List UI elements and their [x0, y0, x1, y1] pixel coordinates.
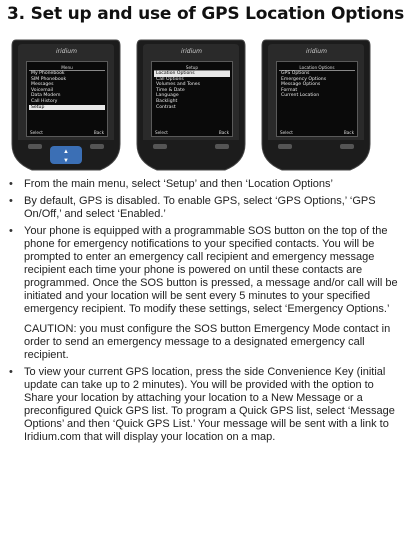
menu-item[interactable]: Contrast: [156, 104, 176, 110]
back-softkey[interactable]: Back: [93, 130, 104, 135]
menu-item[interactable]: Call History: [31, 98, 58, 104]
menu-item[interactable]: Message Options: [281, 82, 321, 88]
softkey-bar: [152, 130, 232, 135]
menu-item[interactable]: My Phonebook: [31, 71, 65, 76]
brand-logo: iridium: [306, 48, 327, 55]
phone-image-location-options: [260, 36, 372, 174]
menu-list: [152, 71, 232, 110]
menu-item[interactable]: SIM Phonebook: [31, 76, 67, 82]
menu-item[interactable]: Messages: [31, 82, 54, 88]
screen-header: Setup: [154, 65, 230, 71]
menu-item-selected[interactable]: Location Options: [154, 71, 230, 77]
list-item: [6, 195, 406, 221]
instruction-list: [6, 178, 406, 448]
list-item: [6, 225, 406, 362]
menu-item[interactable]: Data Modem: [31, 93, 61, 99]
bullet-text: • To view your current GPS location, press the side Convenience Key (initial update can take up to 2 minutes). You will be provided with the option to Share your location by attaching your location to a New Message or a preconfigured Quick GPS list. To program a Quick GPS list, select ‘Message Options’ and then ‘Quick GPS List.’ Your message will be sent with a link to Iridium.com that will display your location on a map.: [24, 366, 395, 443]
softkey-bar: [277, 130, 357, 135]
menu-item[interactable]: GPS Options: [281, 71, 310, 76]
bullet-text: • From the main menu, select ‘Setup’ and then ‘Location Options’: [24, 178, 333, 190]
back-softkey[interactable]: Back: [343, 130, 354, 135]
caution-note: CAUTION: you must configure the SOS button Emergency Mode contact in order to send an emergency message to a designated emergency call recipient.: [24, 323, 391, 361]
menu-item[interactable]: Voicemail: [31, 87, 54, 93]
section-title: 3. Set up and use of GPS Location Options: [7, 4, 405, 24]
select-softkey[interactable]: Select: [30, 130, 43, 135]
phone-screen: [151, 61, 233, 137]
brand-logo: iridium: [181, 48, 202, 55]
menu-item[interactable]: Format: [281, 87, 298, 93]
menu-item[interactable]: Language: [156, 93, 179, 99]
menu-item[interactable]: Current Location: [281, 93, 320, 99]
phone-screen: [26, 61, 108, 137]
menu-item[interactable]: Call Options: [156, 76, 184, 82]
phone-image-setup-menu: [135, 36, 247, 174]
bullet-text: • Your phone is equipped with a programmable SOS button on the top of the phone for emergency notifications to your specified contacts. You will be prompted to enter an emergency call recipient and emergency message recipient each time your phone is powered on until these contacts are programmed. Once the SOS button is pressed, a message and/or call will be initiated and your location will be sent every 5 minutes to your specified emergency recipient. To modify these settings, select ‘Emergency Options.’: [24, 225, 398, 315]
menu-item[interactable]: Volumes and Tones: [156, 82, 201, 88]
back-softkey[interactable]: Back: [218, 130, 229, 135]
svg-text:▼: ▼: [63, 158, 69, 164]
select-softkey[interactable]: Select: [155, 130, 168, 135]
select-softkey[interactable]: Select: [280, 130, 293, 135]
softkey-bar: [27, 130, 107, 135]
menu-item-selected[interactable]: Setup: [29, 105, 105, 111]
phone-screen: [276, 61, 358, 137]
brand-logo: iridium: [56, 48, 77, 55]
bullet-text: • By default, GPS is disabled. To enable GPS, select ‘GPS Options,’ ‘GPS On/Off,’ and select ‘Enabled.’: [24, 195, 376, 220]
menu-list: [277, 71, 357, 99]
phone-screenshots: [0, 36, 412, 176]
screen-header: Menu: [29, 65, 105, 71]
menu-list: [27, 71, 107, 110]
list-item: [6, 178, 406, 191]
phone-image-main-menu: [10, 36, 122, 174]
svg-text:▲: ▲: [63, 149, 69, 155]
menu-item[interactable]: Emergency Options: [281, 76, 327, 82]
menu-item[interactable]: Backlight: [156, 98, 178, 104]
menu-item[interactable]: Time & Date: [156, 87, 185, 93]
list-item: [6, 366, 406, 444]
screen-header: Location Options: [279, 65, 355, 71]
